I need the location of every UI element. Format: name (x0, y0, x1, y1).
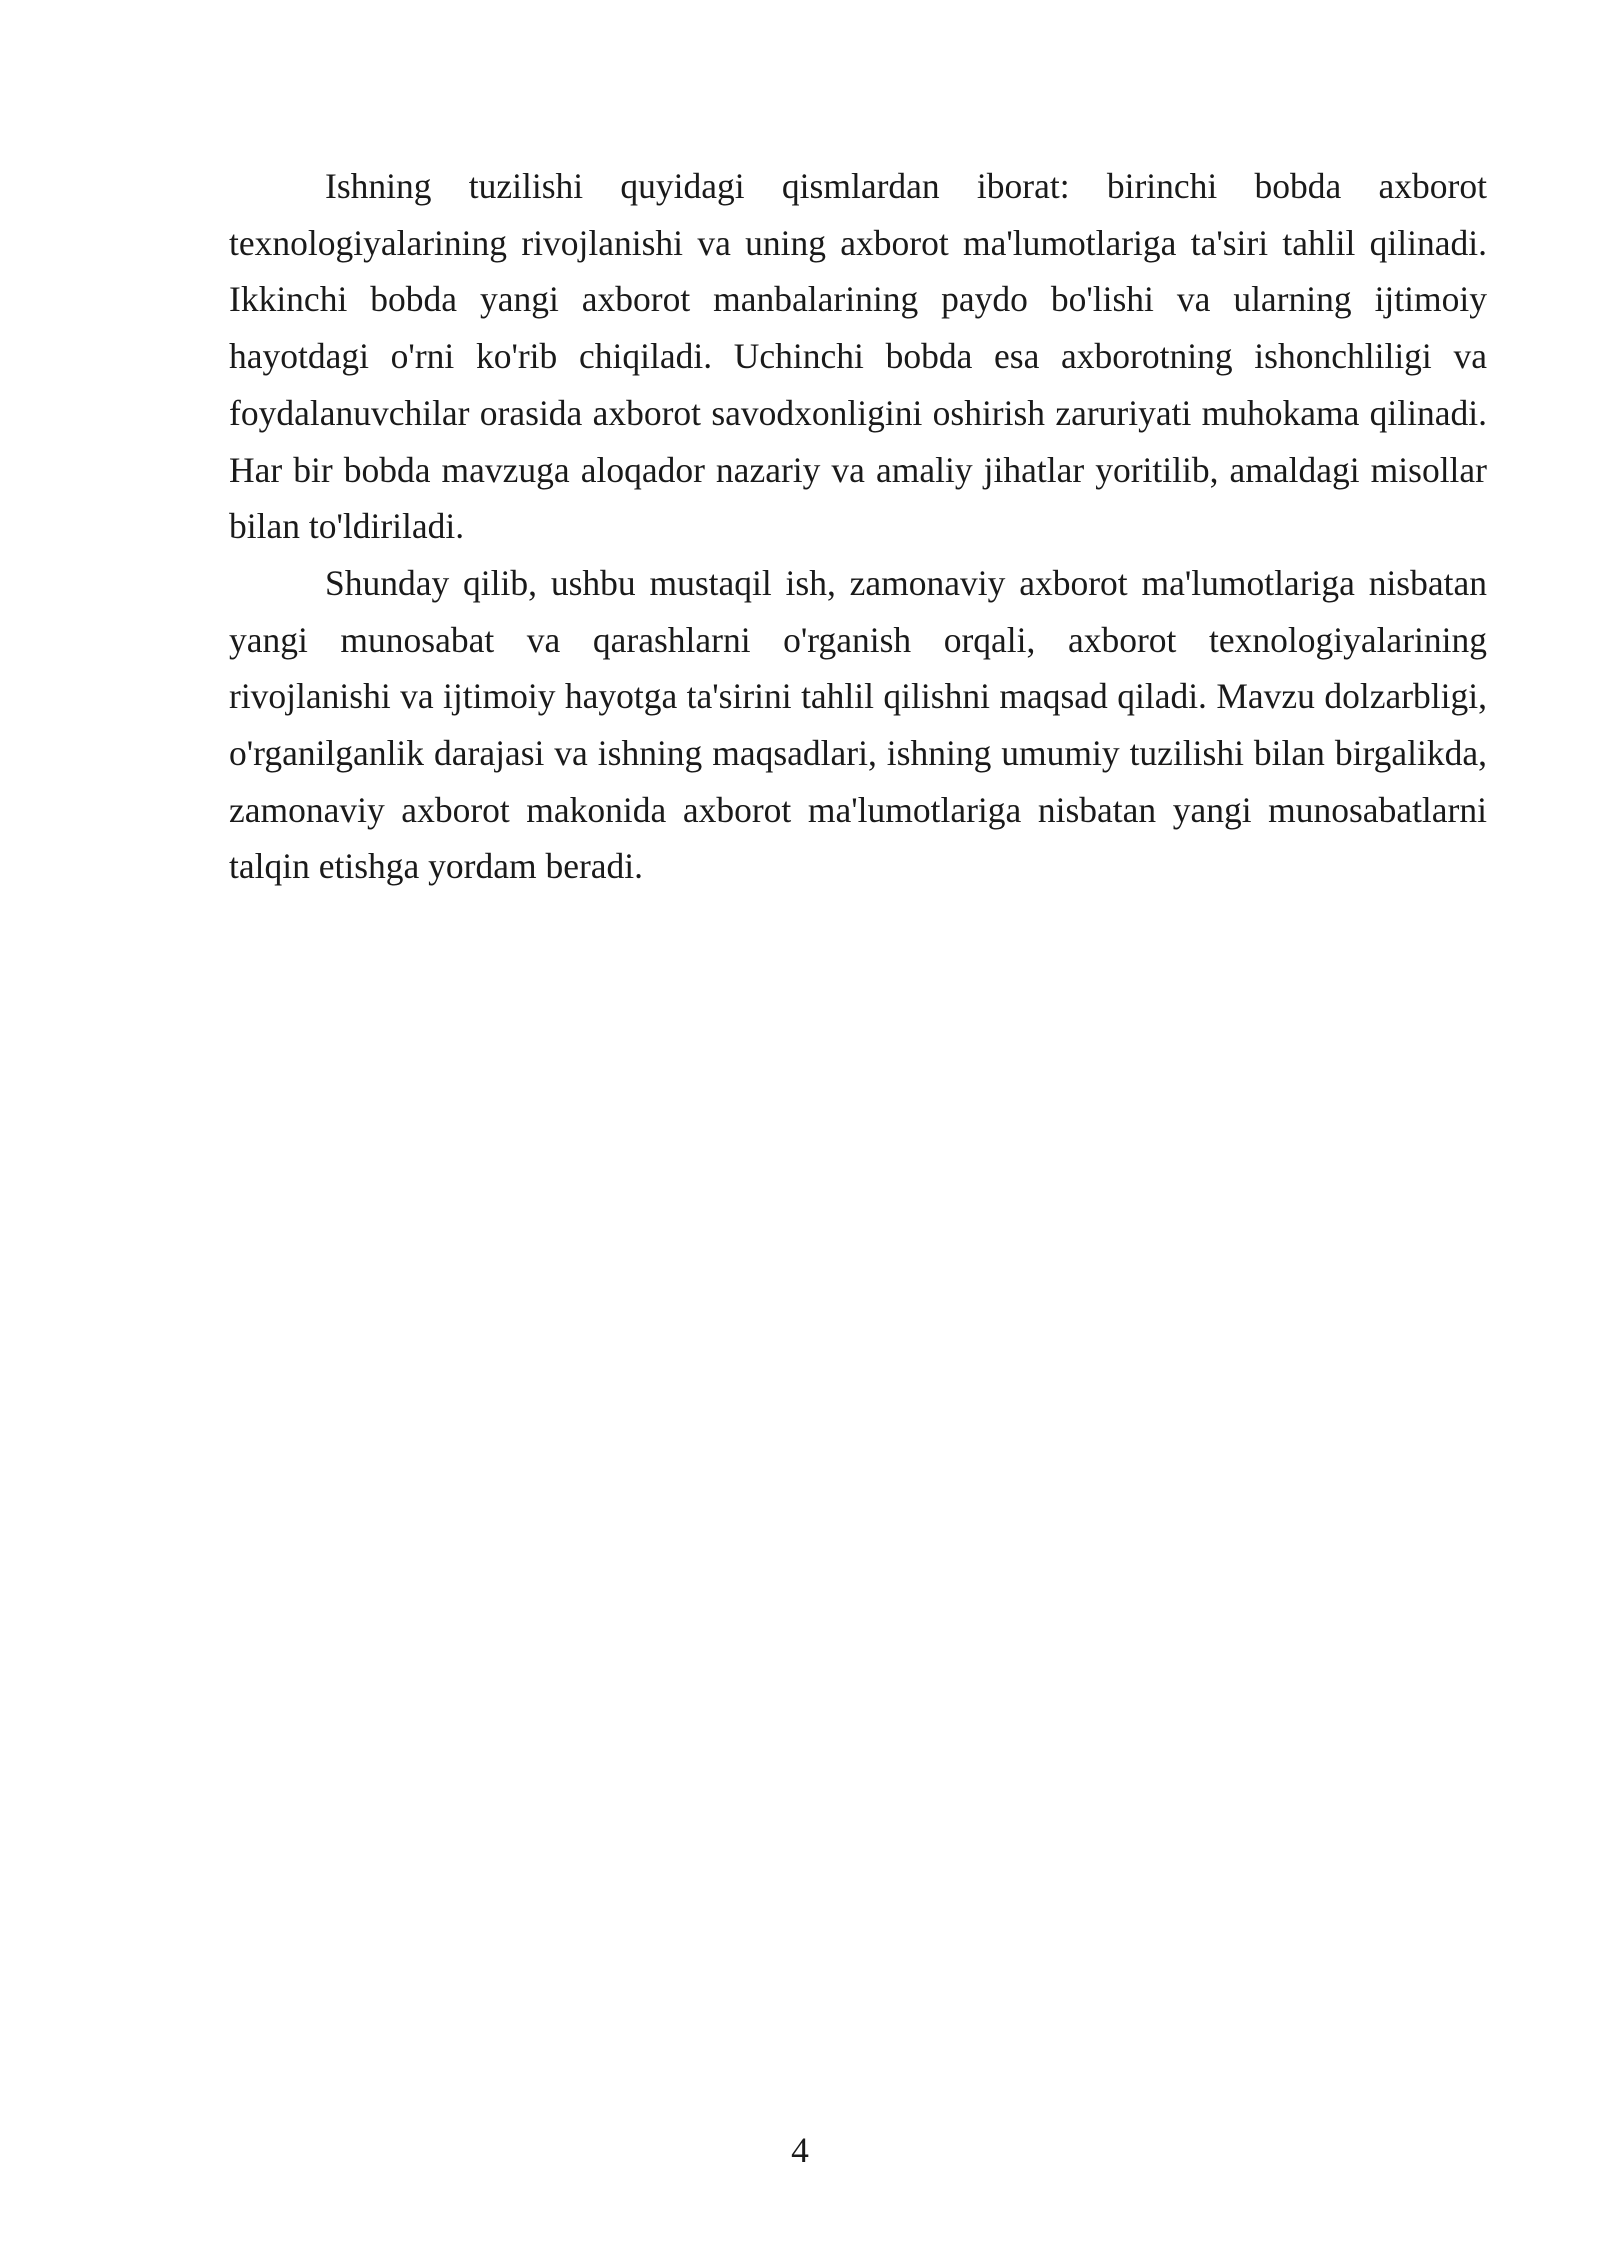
page-body (229, 158, 1487, 895)
page-number: 4 (791, 2130, 809, 2170)
paragraph-structure: Ishning tuzilishi quyidagi qismlardan iborat: birinchi bobda axborot texnologiyalarining rivojlanishi va uning axborot ma'lumotlariga ta'siri tahlil qilinadi. Ikkinchi bobda yangi axborot manbalarining paydo bo'lishi va ularning ijtimoiy hayotdagi o'rni ko'rib chiqiladi. Uchinchi bobda esa axborotning ishonchliligi va foydalanuvchilar orasida axborot savodxonligini oshirish zaruriyati muhokama qilinadi. Har bir bobda mavzuga aloqador nazariy va amaliy jihatlar yoritilib, amaldagi misollar bilan to'ldiriladi. (229, 166, 1487, 547)
paragraph-conclusion: Shunday qilib, ushbu mustaqil ish, zamonaviy axborot ma'lumotlariga nisbatan yangi munosabat va qarashlarni o'rganish orqali, axborot texnologiyalarining rivojlanishi va ijtimoiy hayotga ta'sirini tahlil qilishni maqsad qiladi. Mavzu dolzarbligi, o'rganilganlik darajasi va ishning maqsadlari, ishning umumiy tuzilishi bilan birgalikda, zamonaviy axborot makonida axborot ma'lumotlariga nisbatan yangi munosabatlarni talqin etishga yordam beradi. (229, 562, 1487, 887)
